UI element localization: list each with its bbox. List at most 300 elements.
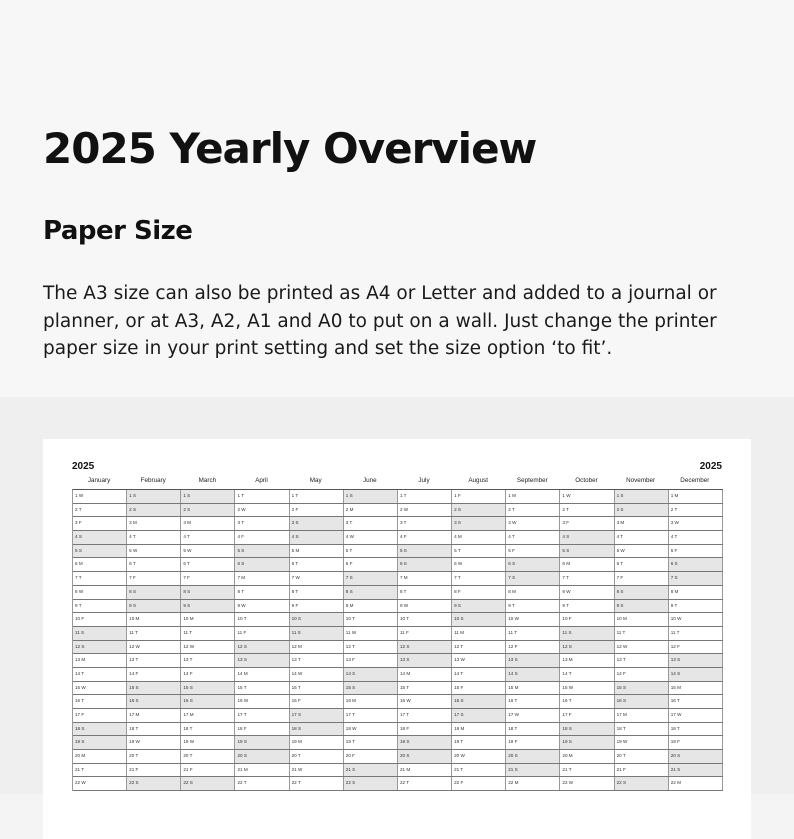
day-cell: 17 M (127, 709, 181, 722)
calendar-year-left: 2025 (72, 461, 95, 472)
day-cell: 7 M (235, 572, 289, 585)
month-header-row (72, 477, 722, 484)
day-cell: 10 T (398, 613, 452, 626)
month-name: November (626, 477, 656, 484)
day-cell: 9 T (506, 600, 560, 613)
day-cell: 16 S (452, 695, 506, 708)
calendar-row (73, 504, 723, 518)
day-cell: 13 S (235, 654, 289, 667)
day-cell: 6 S (235, 558, 289, 571)
day-cell: 11 S (290, 627, 344, 640)
day-cell: 7 F (127, 572, 181, 585)
day-cell: 16 T (560, 695, 614, 708)
description-paragraph: The A3 size can also be printed as A4 or Letter and added to a journal or planner, or at A3, A2, A1 and A0 to put on a wall. Just change the printer paper size in your print setting and set the size option ‘to fit’. (43, 283, 717, 359)
day-cell: 13 S (398, 654, 452, 667)
day-cell: 8 T (290, 586, 344, 599)
day-cell: 4 F (398, 531, 452, 544)
day-cell: 14 M (398, 668, 452, 681)
day-cell: 18 T (506, 723, 560, 736)
day-cell: 2 T (560, 504, 614, 517)
calendar-row (73, 682, 723, 696)
day-cell: 3 T (235, 517, 289, 530)
day-cell: 18 T (669, 723, 723, 736)
day-cell: 9 T (669, 600, 723, 613)
day-cell: 21 T (560, 764, 614, 777)
day-cell: 8 M (506, 586, 560, 599)
day-cell: 19 F (506, 736, 560, 749)
day-cell: 11 T (506, 627, 560, 640)
day-cell: 10 S (290, 613, 344, 626)
day-cell: 4 T (669, 531, 723, 544)
day-cell: 14 T (560, 668, 614, 681)
day-cell: 2 M (344, 504, 398, 517)
day-cell: 10 W (506, 613, 560, 626)
day-cell: 12 S (73, 641, 127, 654)
day-cell: 19 T (344, 736, 398, 749)
day-cell: 21 W (290, 764, 344, 777)
day-cell: 18 T (127, 723, 181, 736)
day-cell: 17 T (235, 709, 289, 722)
day-cell: 21 F (615, 764, 669, 777)
page-title: 2025 Yearly Overview (43, 124, 537, 173)
day-cell: 4 S (560, 531, 614, 544)
day-cell: 22 S (181, 777, 235, 790)
day-cell: 6 T (290, 558, 344, 571)
day-cell: 18 W (344, 723, 398, 736)
calendar-row (73, 558, 723, 572)
day-cell: 16 T (669, 695, 723, 708)
day-cell: 6 M (73, 558, 127, 571)
day-cell: 22 T (290, 777, 344, 790)
day-cell: 20 T (181, 750, 235, 763)
calendar-row (73, 531, 723, 545)
day-cell: 8 S (127, 586, 181, 599)
day-cell: 12 W (615, 641, 669, 654)
day-cell: 18 S (560, 723, 614, 736)
day-cell: 5 F (506, 545, 560, 558)
day-cell: 15 W (560, 682, 614, 695)
day-cell: 19 W (615, 736, 669, 749)
day-cell: 11 W (344, 627, 398, 640)
day-cell: 10 T (344, 613, 398, 626)
day-cell: 22 M (669, 777, 723, 790)
day-cell: 10 S (452, 613, 506, 626)
day-cell: 7 T (452, 572, 506, 585)
day-cell: 18 S (73, 723, 127, 736)
day-cell: 22 S (127, 777, 181, 790)
day-cell: 2 T (73, 504, 127, 517)
day-cell: 7 T (560, 572, 614, 585)
day-cell: 16 T (73, 695, 127, 708)
day-cell: 20 M (560, 750, 614, 763)
calendar-row (73, 613, 723, 627)
day-cell: 5 S (235, 545, 289, 558)
intro-section (0, 0, 794, 397)
day-cell: 1 M (669, 490, 723, 503)
day-cell: 7 S (344, 572, 398, 585)
day-cell: 16 W (235, 695, 289, 708)
day-cell: 1 S (615, 490, 669, 503)
day-cell: 17 S (452, 709, 506, 722)
day-cell: 3 W (506, 517, 560, 530)
month-name: August (468, 477, 488, 484)
month-name: September (516, 477, 548, 484)
day-cell: 9 S (452, 600, 506, 613)
day-cell: 21 M (398, 764, 452, 777)
day-cell: 14 F (127, 668, 181, 681)
day-cell: 19 S (73, 736, 127, 749)
day-cell: 12 F (669, 641, 723, 654)
calendar-row (73, 641, 723, 655)
day-cell: 8 S (615, 586, 669, 599)
day-cell: 7 S (506, 572, 560, 585)
day-cell: 10 M (615, 613, 669, 626)
day-cell: 22 M (506, 777, 560, 790)
day-cell: 1 F (452, 490, 506, 503)
calendar-row (73, 736, 723, 750)
day-cell: 15 S (615, 682, 669, 695)
day-cell: 22 W (73, 777, 127, 790)
day-cell: 6 T (181, 558, 235, 571)
day-cell: 20 M (73, 750, 127, 763)
day-cell: 2 F (290, 504, 344, 517)
day-cell: 21 T (73, 764, 127, 777)
calendar-row (73, 586, 723, 600)
day-cell: 8 T (398, 586, 452, 599)
calendar-grid (72, 489, 723, 791)
day-cell: 20 F (344, 750, 398, 763)
day-cell: 15 S (344, 682, 398, 695)
day-cell: 15 F (452, 682, 506, 695)
day-cell: 12 M (290, 641, 344, 654)
day-cell: 9 M (344, 600, 398, 613)
day-cell: 13 T (615, 654, 669, 667)
day-cell: 22 S (344, 777, 398, 790)
day-cell: 15 M (669, 682, 723, 695)
calendar-row (73, 572, 723, 586)
day-cell: 15 T (398, 682, 452, 695)
day-cell: 5 W (181, 545, 235, 558)
day-cell: 17 F (560, 709, 614, 722)
day-cell: 12 T (452, 641, 506, 654)
day-cell: 7 T (73, 572, 127, 585)
day-cell: 14 W (290, 668, 344, 681)
day-cell: 13 T (290, 654, 344, 667)
month-name: June (363, 477, 377, 484)
day-cell: 2 S (181, 504, 235, 517)
month-name: January (87, 477, 111, 484)
day-cell: 1 T (398, 490, 452, 503)
day-cell: 4 M (452, 531, 506, 544)
day-cell: 10 F (73, 613, 127, 626)
day-cell: 17 T (344, 709, 398, 722)
day-cell: 9 F (290, 600, 344, 613)
day-cell: 9 W (398, 600, 452, 613)
month-name: April (255, 477, 268, 484)
day-cell: 20 S (506, 750, 560, 763)
calendar-row (73, 545, 723, 559)
calendar-row (73, 600, 723, 614)
day-cell: 17 M (615, 709, 669, 722)
month-name: February (140, 477, 166, 484)
day-cell: 13 S (506, 654, 560, 667)
day-cell: 18 F (398, 723, 452, 736)
day-cell: 16 S (127, 695, 181, 708)
day-cell: 8 W (560, 586, 614, 599)
day-cell: 9 S (181, 600, 235, 613)
day-cell: 3 M (181, 517, 235, 530)
day-cell: 2 S (452, 504, 506, 517)
day-cell: 8 M (669, 586, 723, 599)
calendar-row (73, 695, 723, 709)
day-cell: 3 S (452, 517, 506, 530)
calendar-row (73, 668, 723, 682)
day-cell: 3 T (398, 517, 452, 530)
calendar-row (73, 750, 723, 764)
day-cell: 7 F (181, 572, 235, 585)
month-name: December (680, 477, 710, 484)
day-cell: 14 T (452, 668, 506, 681)
day-cell: 16 S (181, 695, 235, 708)
day-cell: 21 S (344, 764, 398, 777)
month-name: July (418, 477, 430, 484)
day-cell: 21 M (235, 764, 289, 777)
day-cell: 21 S (669, 764, 723, 777)
day-cell: 4 T (506, 531, 560, 544)
day-cell: 9 T (73, 600, 127, 613)
day-cell: 14 M (235, 668, 289, 681)
day-cell: 13 T (181, 654, 235, 667)
day-cell: 17 M (181, 709, 235, 722)
day-cell: 14 S (344, 668, 398, 681)
day-cell: 18 S (290, 723, 344, 736)
day-cell: 5 W (127, 545, 181, 558)
day-cell: 18 M (452, 723, 506, 736)
day-cell: 15 W (73, 682, 127, 695)
day-cell: 8 S (344, 586, 398, 599)
day-cell: 16 M (344, 695, 398, 708)
day-cell: 4 S (290, 531, 344, 544)
day-cell: 16 W (398, 695, 452, 708)
day-cell: 22 S (615, 777, 669, 790)
day-cell: 11 S (560, 627, 614, 640)
day-cell: 19 W (181, 736, 235, 749)
day-cell: 6 F (344, 558, 398, 571)
day-cell: 6 M (560, 558, 614, 571)
day-cell: 5 T (452, 545, 506, 558)
day-cell: 4 T (181, 531, 235, 544)
day-cell: 14 F (615, 668, 669, 681)
day-cell: 8 W (73, 586, 127, 599)
day-cell: 11 F (235, 627, 289, 640)
day-cell: 9 S (127, 600, 181, 613)
day-cell: 14 S (506, 668, 560, 681)
day-cell: 5 T (344, 545, 398, 558)
day-cell: 11 T (181, 627, 235, 640)
day-cell: 2 S (615, 504, 669, 517)
day-cell: 13 S (669, 654, 723, 667)
day-cell: 17 W (506, 709, 560, 722)
day-cell: 6 S (669, 558, 723, 571)
day-cell: 15 S (181, 682, 235, 695)
day-cell: 17 S (290, 709, 344, 722)
day-cell: 21 S (506, 764, 560, 777)
day-cell: 4 S (73, 531, 127, 544)
day-cell: 1 S (181, 490, 235, 503)
day-cell: 11 M (452, 627, 506, 640)
month-name: March (198, 477, 217, 484)
calendar-row (73, 627, 723, 641)
day-cell: 19 T (452, 736, 506, 749)
day-cell: 12 S (235, 641, 289, 654)
day-cell: 6 T (615, 558, 669, 571)
day-cell: 1 S (127, 490, 181, 503)
day-cell: 2 S (127, 504, 181, 517)
day-cell: 16 S (615, 695, 669, 708)
day-cell: 2 W (398, 504, 452, 517)
day-cell: 10 W (669, 613, 723, 626)
day-cell: 22 W (560, 777, 614, 790)
day-cell: 18 T (615, 723, 669, 736)
day-cell: 9 W (235, 600, 289, 613)
day-cell: 16 T (506, 695, 560, 708)
calendar-preview-sheet (43, 439, 751, 839)
section-subtitle: Paper Size (43, 216, 193, 246)
day-cell: 21 F (127, 764, 181, 777)
day-cell: 14 T (73, 668, 127, 681)
day-cell: 11 T (615, 627, 669, 640)
day-cell: 4 T (615, 531, 669, 544)
day-cell: 4 F (235, 531, 289, 544)
day-cell: 1 W (73, 490, 127, 503)
day-cell: 19 S (235, 736, 289, 749)
day-cell: 22 T (398, 777, 452, 790)
calendar-year-right: 2025 (699, 461, 722, 472)
day-cell: 20 S (398, 750, 452, 763)
day-cell: 3 W (669, 517, 723, 530)
day-cell: 14 S (669, 668, 723, 681)
calendar-row (73, 654, 723, 668)
day-cell: 11 T (669, 627, 723, 640)
day-cell: 20 S (235, 750, 289, 763)
day-cell: 12 S (398, 641, 452, 654)
day-cell: 16 F (290, 695, 344, 708)
day-cell: 17 F (73, 709, 127, 722)
day-cell: 22 F (452, 777, 506, 790)
day-cell: 3 M (615, 517, 669, 530)
day-cell: 13 F (344, 654, 398, 667)
day-cell: 20 T (615, 750, 669, 763)
day-cell: 3 S (290, 517, 344, 530)
day-cell: 6 W (452, 558, 506, 571)
day-cell: 6 T (127, 558, 181, 571)
calendar-row (73, 764, 723, 778)
day-cell: 17 W (669, 709, 723, 722)
day-cell: 3 F (560, 517, 614, 530)
day-cell: 15 T (290, 682, 344, 695)
day-cell: 5 S (560, 545, 614, 558)
day-cell: 20 S (669, 750, 723, 763)
day-cell: 18 F (235, 723, 289, 736)
day-cell: 1 W (560, 490, 614, 503)
day-cell: 8 F (452, 586, 506, 599)
day-cell: 5 W (615, 545, 669, 558)
day-cell: 13 M (560, 654, 614, 667)
day-cell: 1 T (290, 490, 344, 503)
day-cell: 5 S (73, 545, 127, 558)
day-cell: 6 S (398, 558, 452, 571)
day-cell: 8 T (235, 586, 289, 599)
day-cell: 6 S (506, 558, 560, 571)
day-cell: 20 W (452, 750, 506, 763)
day-cell: 5 F (669, 545, 723, 558)
day-cell: 13 T (127, 654, 181, 667)
day-cell: 12 W (127, 641, 181, 654)
day-cell: 15 M (506, 682, 560, 695)
day-cell: 15 S (127, 682, 181, 695)
day-cell: 4 W (344, 531, 398, 544)
day-cell: 20 T (290, 750, 344, 763)
day-cell: 11 S (73, 627, 127, 640)
day-cell: 19 W (127, 736, 181, 749)
day-cell: 14 F (181, 668, 235, 681)
day-cell: 13 M (73, 654, 127, 667)
day-cell: 3 M (127, 517, 181, 530)
day-cell: 1 T (235, 490, 289, 503)
day-cell: 12 S (560, 641, 614, 654)
day-cell: 7 F (615, 572, 669, 585)
day-cell: 12 T (344, 641, 398, 654)
calendar-row (73, 723, 723, 737)
day-cell: 9 T (560, 600, 614, 613)
day-cell: 11 F (398, 627, 452, 640)
day-cell: 22 T (235, 777, 289, 790)
day-cell: 20 T (127, 750, 181, 763)
day-cell: 1 S (344, 490, 398, 503)
day-cell: 7 S (669, 572, 723, 585)
day-cell: 19 S (560, 736, 614, 749)
day-cell: 19 S (398, 736, 452, 749)
day-cell: 12 W (181, 641, 235, 654)
month-name: October (575, 477, 598, 484)
day-cell: 10 M (181, 613, 235, 626)
day-cell: 3 F (73, 517, 127, 530)
day-cell: 7 M (398, 572, 452, 585)
day-cell: 18 T (181, 723, 235, 736)
day-cell: 13 W (452, 654, 506, 667)
day-cell: 4 T (127, 531, 181, 544)
calendar-row (73, 490, 723, 504)
day-cell: 10 M (127, 613, 181, 626)
day-cell: 15 T (235, 682, 289, 695)
day-cell: 1 M (506, 490, 560, 503)
day-cell: 5 S (398, 545, 452, 558)
calendar-row (73, 777, 723, 791)
day-cell: 19 F (669, 736, 723, 749)
day-cell: 2 T (669, 504, 723, 517)
day-cell: 9 S (615, 600, 669, 613)
day-cell: 5 M (290, 545, 344, 558)
day-cell: 12 F (506, 641, 560, 654)
day-cell: 3 T (344, 517, 398, 530)
day-cell: 11 T (127, 627, 181, 640)
day-cell: 2 T (506, 504, 560, 517)
calendar-row (73, 709, 723, 723)
day-cell: 21 T (452, 764, 506, 777)
day-cell: 8 S (181, 586, 235, 599)
month-name: May (309, 477, 322, 484)
calendar-row (73, 517, 723, 531)
